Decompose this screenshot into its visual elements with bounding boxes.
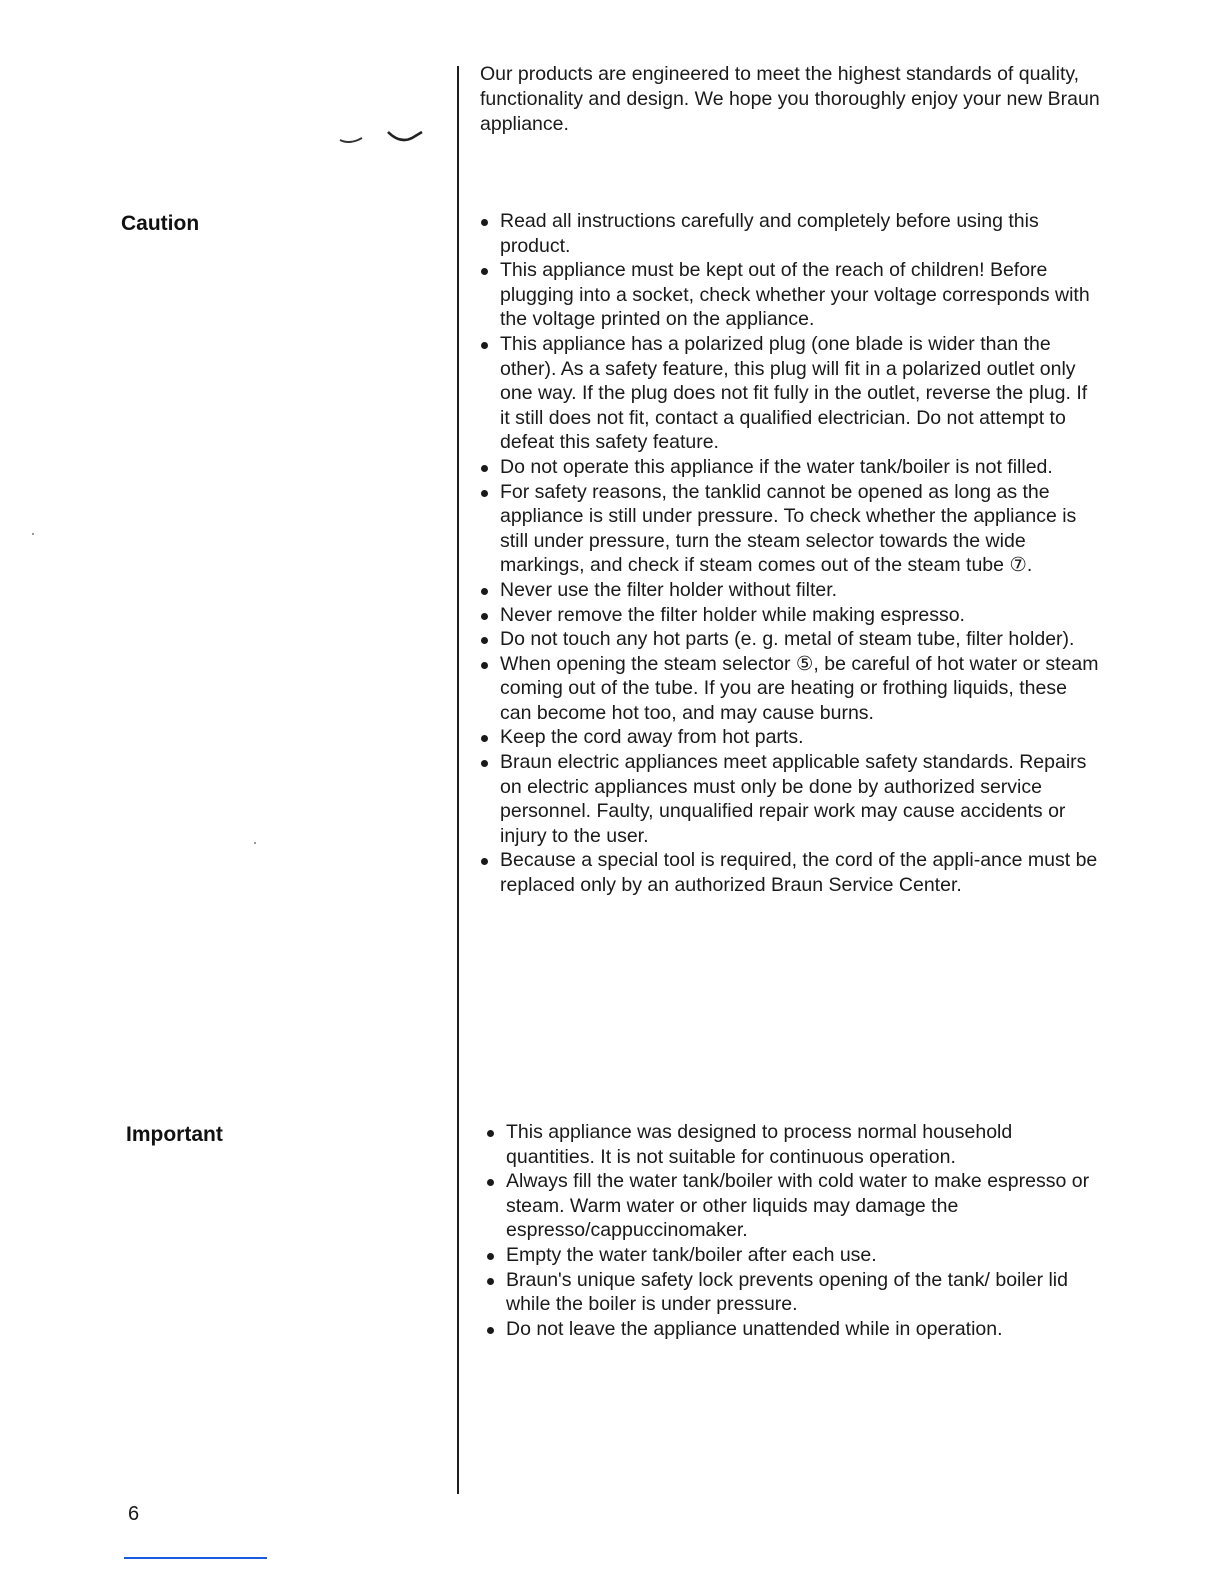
page-number: 6: [128, 1503, 140, 1525]
scan-speck: [32, 533, 34, 535]
list-item: This appliance has a polarized plug (one blade is wider than the other). As a safety feature, this plug will fit in a polarized outlet only one way. If the plug does not fit fully in the outlet, reverse the plug. If it still does not fit, contact a qualified electrician. Do not attempt to defeat this safety feature.: [480, 332, 1100, 455]
list-item: Do not operate this appliance if the water tank/boiler is not filled.: [480, 455, 1100, 480]
list-item: Because a special tool is required, the cord of the appli-ance must be replaced only by an authorized Braun Service Center.: [480, 848, 1100, 897]
list-item: Do not leave the appliance unattended while in operation.: [486, 1317, 1106, 1342]
list-item: This appliance was designed to process normal household quantities. It is not suitable for continuous operation.: [486, 1120, 1106, 1169]
list-item: For safety reasons, the tanklid cannot be opened as long as the appliance is still under pressure. To check whether the appliance is still under pressure, turn the steam selector towards the wide markings, and check if steam comes out of the steam tube ⑦.: [480, 480, 1100, 578]
list-item: This appliance must be kept out of the reach of children! Before plugging into a socket, check whether your voltage corresponds with the voltage printed on the appliance.: [480, 258, 1100, 332]
caution-list: [480, 209, 1100, 898]
list-item: Keep the cord away from hot parts.: [480, 725, 1100, 750]
scribble-mark: [336, 128, 428, 150]
scan-speck: [254, 842, 256, 844]
list-item: Always fill the water tank/boiler with cold water to make espresso or steam. Warm water or other liquids may damage the espresso/cappuccinomaker.: [486, 1169, 1106, 1243]
intro-paragraph: Our products are engineered to meet the highest standards of quality, functionality and design. We hope you thoroughly enjoy your new Braun appliance.: [480, 63, 1100, 135]
caution-heading: Caution: [121, 212, 200, 235]
list-item: Never use the filter holder without filter.: [480, 578, 1100, 603]
list-item: Never remove the filter holder while making espresso.: [480, 603, 1100, 628]
footer-rule: [124, 1557, 267, 1559]
list-item: Do not touch any hot parts (e. g. metal of steam tube, filter holder).: [480, 627, 1100, 652]
list-item: Empty the water tank/boiler after each use.: [486, 1243, 1106, 1268]
column-divider: [457, 66, 459, 1494]
list-item: Braun electric appliances meet applicable safety standards. Repairs on electric appliances must only be done by authorized service personnel. Faulty, unqualified repair work may cause accidents or injury to the user.: [480, 750, 1100, 848]
list-item: Braun's unique safety lock prevents opening of the tank/ boiler lid while the boiler is under pressure.: [486, 1268, 1106, 1317]
important-list: [486, 1120, 1106, 1341]
list-item: When opening the steam selector ⑤, be careful of hot water or steam coming out of the tube. If you are heating or frothing liquids, these can become hot too, and may cause burns.: [480, 652, 1100, 726]
list-item: Read all instructions carefully and completely before using this product.: [480, 209, 1100, 258]
important-heading: Important: [126, 1123, 223, 1146]
